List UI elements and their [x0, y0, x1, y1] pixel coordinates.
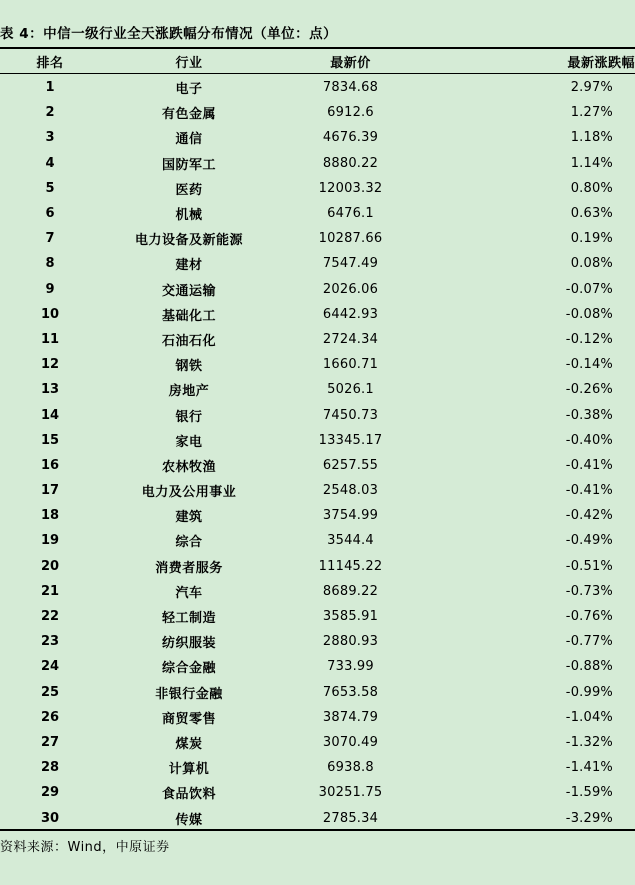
rank-cell: 27 — [40, 734, 60, 750]
price-cell: 6442.93 — [322, 306, 379, 322]
table-row — [0, 251, 635, 276]
rank-cell: 26 — [40, 709, 60, 725]
rank-cell: 23 — [40, 634, 60, 650]
table-row — [0, 428, 635, 453]
change-cell: -0.38% — [565, 407, 613, 423]
rank-cell: 2 — [45, 105, 55, 121]
header-rank: 排名 — [36, 55, 64, 71]
price-cell: 3754.99 — [322, 508, 379, 524]
bottom-rule — [0, 829, 635, 831]
industry-table — [0, 49, 635, 831]
rank-cell: 7 — [45, 231, 55, 247]
change-cell: -0.40% — [565, 432, 613, 448]
price-cell: 6938.8 — [327, 760, 374, 776]
industry-cell: 煤炭 — [175, 736, 203, 752]
change-cell: -0.42% — [565, 508, 613, 524]
industry-cell: 纺织服装 — [161, 636, 216, 652]
table-row — [0, 604, 635, 629]
industry-cell: 综合金融 — [161, 661, 216, 677]
price-cell: 6257.55 — [322, 457, 379, 473]
rank-cell: 15 — [40, 432, 60, 448]
change-cell: -0.73% — [565, 583, 613, 599]
industry-cell: 有色金属 — [161, 107, 216, 123]
rank-cell: 30 — [40, 810, 60, 826]
price-cell: 2785.34 — [322, 810, 379, 826]
table-row — [0, 629, 635, 654]
table-row — [0, 755, 635, 780]
price-cell: 8689.22 — [322, 583, 379, 599]
table-row — [0, 554, 635, 579]
industry-cell: 轻工制造 — [161, 611, 216, 627]
change-cell: 0.80% — [570, 180, 613, 196]
industry-cell: 农林牧渔 — [161, 459, 216, 475]
header-change: 最新涨跌幅 — [567, 55, 635, 71]
change-cell: -0.26% — [565, 382, 613, 398]
change-cell: -0.08% — [565, 306, 613, 322]
table-row — [0, 201, 635, 226]
change-cell: 1.18% — [570, 130, 613, 146]
table-row — [0, 680, 635, 705]
price-cell: 7653.58 — [322, 684, 379, 700]
price-cell: 7547.49 — [322, 256, 379, 272]
change-cell: 0.08% — [570, 256, 613, 272]
price-cell: 7834.68 — [322, 80, 379, 96]
industry-cell: 机械 — [175, 208, 203, 224]
table-row — [0, 705, 635, 730]
change-cell: -0.49% — [565, 533, 613, 549]
change-cell: -0.12% — [565, 331, 613, 347]
rank-cell: 3 — [45, 130, 55, 146]
table-row — [0, 528, 635, 553]
table-row — [0, 478, 635, 503]
industry-cell: 医药 — [175, 182, 203, 198]
industry-cell: 食品饮料 — [161, 787, 216, 803]
table-row — [0, 453, 635, 478]
rank-cell: 6 — [45, 206, 55, 222]
rank-cell: 20 — [40, 558, 60, 574]
header-price: 最新价 — [330, 55, 371, 71]
change-cell: -0.14% — [565, 357, 613, 373]
change-cell: -1.32% — [565, 734, 613, 750]
change-cell: -0.51% — [565, 558, 613, 574]
rank-cell: 13 — [40, 382, 60, 398]
price-cell: 3874.79 — [322, 709, 379, 725]
change-cell: -0.07% — [565, 281, 613, 297]
change-cell: 2.97% — [570, 80, 613, 96]
industry-cell: 通信 — [175, 132, 203, 148]
industry-cell: 电力设备及新能源 — [134, 233, 243, 249]
rank-cell: 9 — [45, 281, 55, 297]
change-cell: -0.41% — [565, 483, 613, 499]
price-cell: 3585.91 — [322, 609, 379, 625]
price-cell: 5026.1 — [327, 382, 374, 398]
industry-cell: 消费者服务 — [155, 560, 223, 576]
industry-cell: 钢铁 — [175, 359, 203, 375]
change-cell: 0.63% — [570, 206, 613, 222]
industry-cell: 计算机 — [168, 762, 210, 778]
table-row — [0, 377, 635, 402]
change-cell: -1.59% — [565, 785, 613, 801]
header-industry: 行业 — [175, 55, 203, 71]
price-cell: 6476.1 — [327, 206, 374, 222]
table-row — [0, 226, 635, 251]
price-cell: 10287.66 — [318, 231, 383, 247]
rank-cell: 22 — [40, 609, 60, 625]
table-title: 表 4：中信一级行业全天涨跌幅分布情况（单位：点） — [0, 26, 338, 42]
rank-cell: 24 — [40, 659, 60, 675]
table-row — [0, 151, 635, 176]
industry-cell: 交通运输 — [161, 283, 216, 299]
change-cell: -0.99% — [565, 684, 613, 700]
price-cell: 4676.39 — [322, 130, 379, 146]
price-cell: 13345.17 — [318, 432, 383, 448]
table-header — [0, 49, 635, 73]
source-note: 资料来源：Wind，中原证券 — [0, 840, 170, 855]
change-cell: 0.19% — [570, 231, 613, 247]
price-cell: 7450.73 — [322, 407, 379, 423]
price-cell: 1660.71 — [322, 357, 379, 373]
price-cell: 2548.03 — [322, 483, 379, 499]
rank-cell: 1 — [45, 80, 55, 96]
table-row — [0, 654, 635, 679]
rank-cell: 19 — [40, 533, 60, 549]
industry-cell: 银行 — [175, 409, 203, 425]
rank-cell: 16 — [40, 457, 60, 473]
change-cell: -1.04% — [565, 709, 613, 725]
rank-cell: 12 — [40, 357, 60, 373]
rank-cell: 10 — [40, 306, 60, 322]
table-row — [0, 579, 635, 604]
header-row — [0, 49, 635, 73]
table-row — [0, 100, 635, 125]
industry-cell: 建材 — [175, 258, 203, 274]
industry-cell: 基础化工 — [161, 308, 216, 324]
industry-cell: 电力及公用事业 — [141, 485, 237, 501]
table-row — [0, 176, 635, 201]
rank-cell: 5 — [45, 180, 55, 196]
change-cell: 1.27% — [570, 105, 613, 121]
table-row — [0, 780, 635, 805]
industry-cell: 石油石化 — [161, 333, 216, 349]
industry-cell: 传媒 — [175, 812, 203, 828]
price-cell: 6912.6 — [327, 105, 374, 121]
rank-cell: 28 — [40, 760, 60, 776]
change-cell: -0.41% — [565, 457, 613, 473]
table-row — [0, 352, 635, 377]
change-cell: -1.41% — [565, 760, 613, 776]
industry-cell: 国防军工 — [161, 157, 216, 173]
industry-cell: 综合 — [175, 535, 203, 551]
table-row — [0, 503, 635, 528]
industry-cell: 电子 — [175, 82, 203, 98]
table-row — [0, 327, 635, 352]
table-row — [0, 73, 635, 100]
table-row — [0, 302, 635, 327]
price-cell: 2026.06 — [322, 281, 379, 297]
industry-cell: 非银行金融 — [155, 686, 223, 702]
industry-cell: 建筑 — [175, 510, 203, 526]
change-cell: -0.77% — [565, 634, 613, 650]
price-cell: 3070.49 — [322, 734, 379, 750]
rank-cell: 25 — [40, 684, 60, 700]
rank-cell: 17 — [40, 483, 60, 499]
rank-cell: 4 — [45, 155, 55, 171]
table-row — [0, 277, 635, 302]
rank-cell: 29 — [40, 785, 60, 801]
price-cell: 30251.75 — [318, 785, 383, 801]
price-cell: 2880.93 — [322, 634, 379, 650]
rank-cell: 11 — [40, 331, 60, 347]
price-cell: 3544.4 — [327, 533, 374, 549]
rank-cell: 21 — [40, 583, 60, 599]
table-row — [0, 730, 635, 755]
rank-cell: 14 — [40, 407, 60, 423]
rank-cell: 8 — [45, 256, 55, 272]
price-cell: 2724.34 — [322, 331, 379, 347]
industry-cell: 家电 — [175, 434, 203, 450]
table-row — [0, 805, 635, 830]
price-cell: 12003.32 — [318, 180, 383, 196]
price-cell: 733.99 — [327, 659, 374, 675]
table-row — [0, 402, 635, 427]
table-row — [0, 125, 635, 150]
price-cell: 8880.22 — [322, 155, 379, 171]
industry-cell: 商贸零售 — [161, 711, 216, 727]
table-body — [0, 73, 635, 831]
industry-cell: 房地产 — [168, 384, 210, 400]
price-cell: 11145.22 — [318, 558, 383, 574]
industry-cell: 汽车 — [175, 585, 203, 601]
change-cell: -0.88% — [565, 659, 613, 675]
change-cell: -0.76% — [565, 609, 613, 625]
change-cell: 1.14% — [570, 155, 613, 171]
change-cell: -3.29% — [565, 810, 613, 826]
rank-cell: 18 — [40, 508, 60, 524]
